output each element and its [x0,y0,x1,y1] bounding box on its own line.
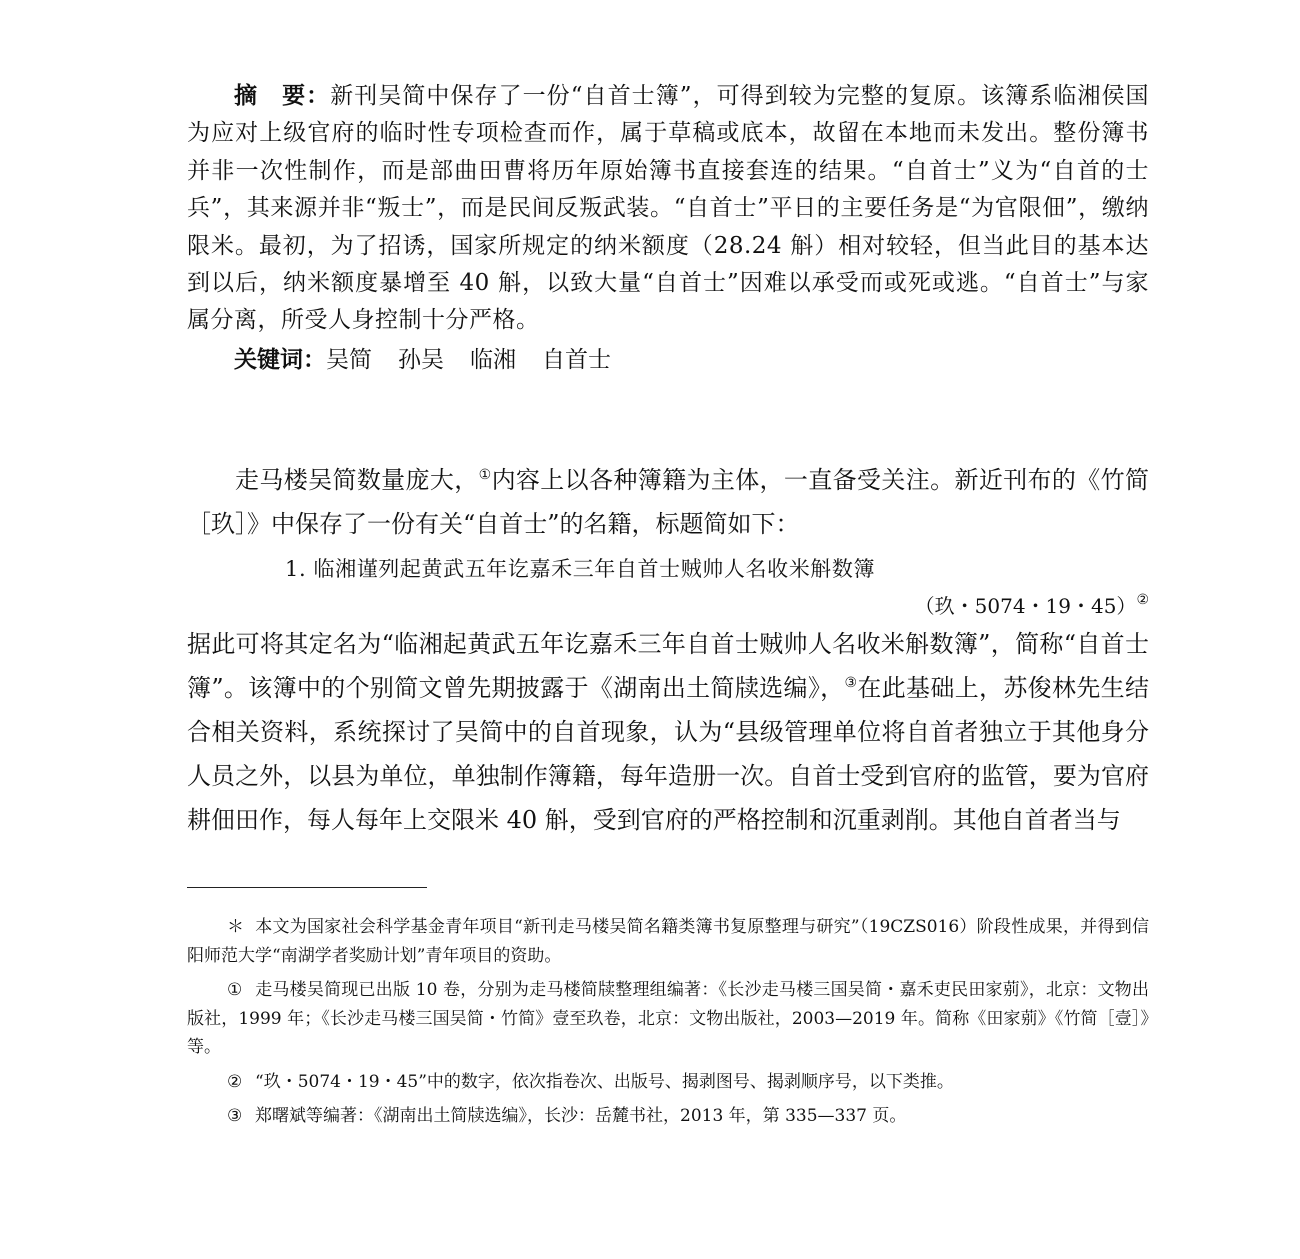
footnotes-section [187,913,1149,1137]
footnote-mark: ① [227,980,243,1000]
footnote-mark: ② [227,1071,243,1092]
footnote-text: 郑曙斌等编著：《湖南出土简牍选编》，长沙：岳麓书社，2013 年，第 335—337 页。 [255,1106,907,1126]
body-text-segment: 内容上以各种簿籍为主体，一直备受关注。新近刊布的《竹简［玖］》中保存了一份有关“自首士”的名籍，标题简如下： [187,465,1150,538]
body-text-segment: 走马楼吴简数量庞大， [235,465,479,494]
body-text-segment: 在此基础上，苏俊林先生结合相关资料，系统探讨了吴简中的自首现象，认为“县级管理单位将自首者独立于其他身分人员之外，以县为单位，单独制作簿籍，每年造册一次。自首士受到官府的监管，要为官府耕佃田作，每人每年上交限米 40 斛，受到官府的严格控制和沉重剥削。其他自首者当与 [187,673,1149,834]
keyword-item: 自首士 [542,346,611,373]
quoted-slip-citation [187,590,1149,622]
footnote-item [187,1068,1149,1097]
footnote-text: 本文为国家社会科学基金青年项目“新刊走马楼吴简名籍类簿书复原整理与研究”（19CZS016）阶段性成果，并得到信阳师范大学“南湖学者奖励计划”青年项目的资助。 [187,917,1149,966]
footnote-mark: ③ [227,1106,243,1126]
footnote-text: 走马楼吴简现已出版 10 卷，分别为走马楼简牍整理组编著：《长沙走马楼三国吴简・嘉禾吏民田家莂》，北京：文物出版社，1999 年；《长沙走马楼三国吴简・竹简》壹至玖卷，北京：文物出版社，2003—2019 年。简称《田家莂》《竹简［壹］》等。 [187,980,1149,1057]
footnote-text: “玖・5074・19・45”中的数字，依次指卷次、出版号、揭剥图号、揭剥顺序号，以下类推。 [255,1071,954,1092]
quoted-slip-title: 1. 临湘谨列起黄武五年讫嘉禾三年自首士贼帅人名收米斛数簿 [285,556,876,581]
keyword-item: 临湘 [470,346,516,373]
body-paragraph [187,458,1149,546]
abstract-text: 新刊吴简中保存了一份“自首士簿”，可得到较为完整的复原。该簿系临湘侯国为应对上级官府的临时性专项检查而作，属于草稿或底本，故留在本地而未发出。整份簿书并非一次性制作，而是部曲田曹将历年原始簿书直接套连的结果。“自首士”义为“自首的士兵”，其来源并非“叛士”，而是民间反叛武装。“自首士”平日的主要任务是“为官限佃”，缴纳限米。最初，为了招诱，国家所规定的纳米额度（28.24 斛）相对较轻，但当此目的基本达到以后，纳米额度暴增至 40 斛，以致大量“自首士”因难以承受而或死或逃。“自首士”与家属分离，所受人身控制十分严格。 [187,83,1149,334]
footnote-ref[interactable]: ① [478,466,492,483]
footnote-item [187,913,1149,970]
keyword-item: 吴简 [326,346,372,373]
abstract-label: 摘 要： [234,83,331,109]
keywords-label: 关键词： [234,346,326,373]
abstract-paragraph [187,78,1149,340]
keywords-line [187,342,1149,378]
keyword-item: 孙吴 [398,346,444,373]
footnote-divider [187,887,427,888]
footnote-item [187,976,1149,1062]
footnote-item [187,1102,1149,1131]
body-text [187,458,1149,842]
body-text-segment: 据此可将其定名为“临湘起黄武五年讫嘉禾三年自首士贼帅人名收米斛数簿”，简称“自首士簿”。该簿中的个别简文曾先期披露于《湖南出土简牍选编》， [187,629,1149,702]
citation-text: （玖・5074・19・45） [914,593,1137,618]
article-page [187,78,1149,842]
footnote-ref[interactable]: ② [1136,591,1149,608]
abstract-section [187,78,1149,340]
body-paragraph [187,622,1149,842]
footnote-ref[interactable]: ③ [844,674,858,691]
footnote-mark: ＊ [227,917,244,937]
